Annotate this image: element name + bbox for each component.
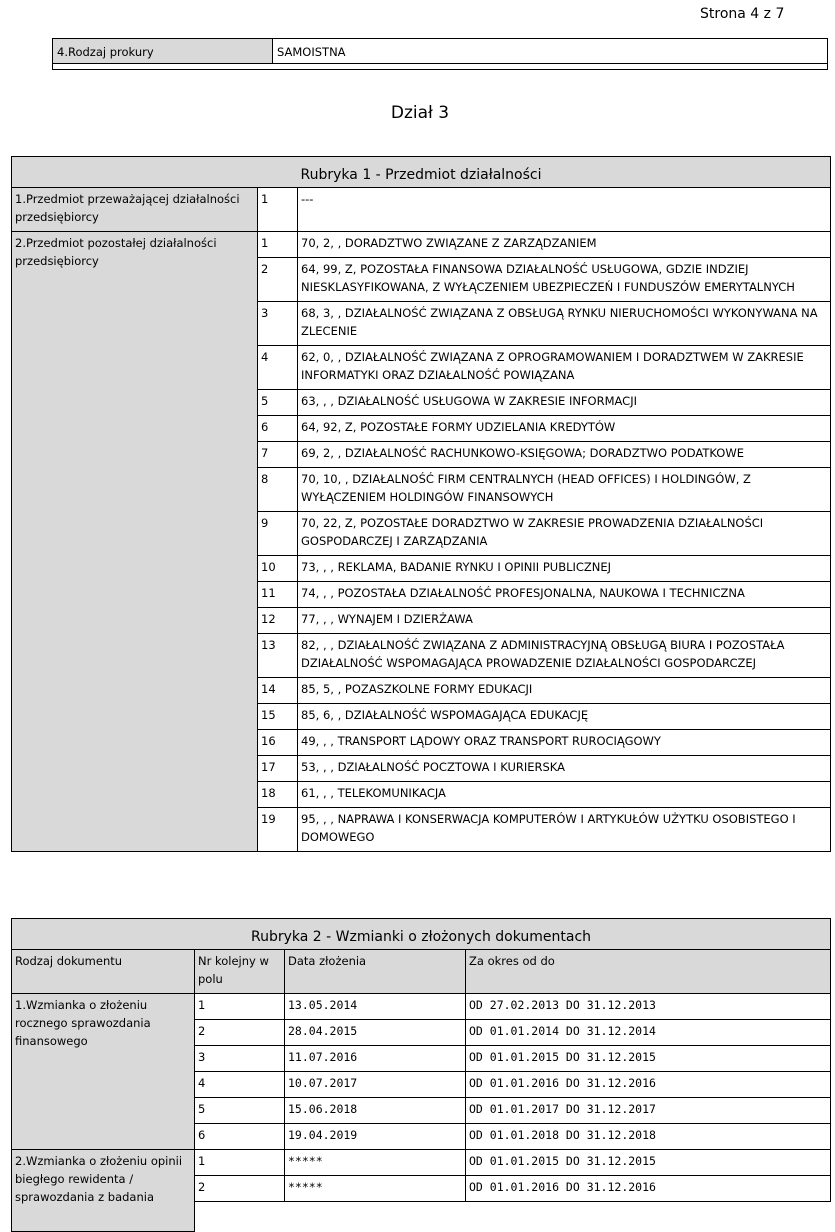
activity-text: 69, 2, , DZIAŁALNOŚĆ RACHUNKOWO-KSIĘGOWA; DORADZTWO PODATKOWE	[298, 442, 831, 468]
column-header-document: Rodzaj dokumentu	[12, 950, 195, 994]
activity-nr: 16	[258, 730, 298, 756]
activity-text: 85, 6, , DZIAŁALNOŚĆ WSPOMAGAJĄCA EDUKACJĘ	[298, 704, 831, 730]
row-nr: 1	[195, 994, 285, 1020]
activity-nr: 8	[258, 468, 298, 512]
filing-date: *****	[285, 1176, 466, 1202]
activity-text: 49, , , TRANSPORT LĄDOWY ORAZ TRANSPORT RUROCIĄGOWY	[298, 730, 831, 756]
filing-date: *****	[285, 1150, 466, 1176]
row-nr: 6	[195, 1124, 285, 1150]
filing-date: 28.04.2015	[285, 1020, 466, 1046]
activity-nr: 6	[258, 416, 298, 442]
period: OD 01.01.2014 DO 31.12.2014	[466, 1020, 831, 1046]
activity-nr: 7	[258, 442, 298, 468]
prokura-row	[52, 38, 828, 70]
row-nr: 2	[195, 1176, 285, 1202]
column-header-period: Za okres od do	[466, 950, 831, 994]
activity-text: 61, , , TELEKOMUNIKACJA	[298, 782, 831, 808]
main-activity-value: ---	[298, 188, 831, 232]
activity-text: 74, , , POZOSTAŁA DZIAŁALNOŚĆ PROFESJONALNA, NAUKOWA I TECHNICZNA	[298, 582, 831, 608]
column-header-date: Data złożenia	[285, 950, 466, 994]
row-nr: 5	[195, 1098, 285, 1124]
activity-text: 53, , , DZIAŁALNOŚĆ POCZTOWA I KURIERSKA	[298, 756, 831, 782]
row-nr: 3	[195, 1046, 285, 1072]
rubryka2-table	[11, 918, 831, 1232]
activity-text: 64, 92, Z, POZOSTAŁE FORMY UDZIELANIA KREDYTÓW	[298, 416, 831, 442]
activity-text: 70, 22, Z, POZOSTAŁE DORADZTWO W ZAKRESIE PROWADZENIA DZIAŁALNOŚCI GOSPODARCZEJ I ZARZĄDZANIA	[298, 512, 831, 556]
main-activity-nr: 1	[258, 188, 298, 232]
activity-nr: 3	[258, 302, 298, 346]
activity-nr: 17	[258, 756, 298, 782]
period: OD 01.01.2017 DO 31.12.2017	[466, 1098, 831, 1124]
activity-text: 64, 99, Z, POZOSTAŁA FINANSOWA DZIAŁALNOŚĆ USŁUGOWA, GDZIE INDZIEJ NIESKLASYFIKOWANA, Z WYŁĄCZENIEM UBEZPIECZEŃ I FUNDUSZÓW EMERYTALNYCH	[298, 258, 831, 302]
period: OD 01.01.2015 DO 31.12.2015	[466, 1150, 831, 1176]
activity-nr: 5	[258, 390, 298, 416]
period: OD 01.01.2016 DO 31.12.2016	[466, 1072, 831, 1098]
divider	[53, 63, 827, 64]
row-nr: 2	[195, 1020, 285, 1046]
period: OD 27.02.2013 DO 31.12.2013	[466, 994, 831, 1020]
filing-date: 13.05.2014	[285, 994, 466, 1020]
document-type-label: 2.Wzmianka o złożeniu opinii biegłego rewidenta / sprawozdania z badania	[12, 1150, 195, 1232]
activity-text: 68, 3, , DZIAŁALNOŚĆ ZWIĄZANA Z OBSŁUGĄ RYNKU NIERUCHOMOŚCI WYKONYWANA NA ZLECENIE	[298, 302, 831, 346]
activity-nr: 15	[258, 704, 298, 730]
activity-text: 70, 2, , DORADZTWO ZWIĄZANE Z ZARZĄDZANIEM	[298, 232, 831, 258]
document-type-label: 1.Wzmianka o złożeniu rocznego sprawozdania finansowego	[12, 994, 195, 1150]
page-number: Strona 4 z 7	[700, 6, 785, 22]
activity-nr: 4	[258, 346, 298, 390]
activity-text: 82, , , DZIAŁALNOŚĆ ZWIĄZANA Z ADMINISTRACYJNĄ OBSŁUGĄ BIURA I POZOSTAŁA DZIAŁALNOŚĆ WSPOMAGAJĄCA PROWADZENIE DZIAŁALNOŚCI GOSPODARCZEJ	[298, 634, 831, 678]
section-title: Dział 3	[390, 103, 450, 123]
activity-nr: 10	[258, 556, 298, 582]
column-header-nr: Nr kolejny w polu	[195, 950, 285, 994]
activity-nr: 18	[258, 782, 298, 808]
rubryka2-title: Rubryka 2 - Wzmianki o złożonych dokumentach	[12, 919, 831, 950]
activity-text: 95, , , NAPRAWA I KONSERWACJA KOMPUTERÓW I ARTYKUŁÓW UŻYTKU OSOBISTEGO I DOMOWEGO	[298, 808, 831, 852]
period: OD 01.01.2015 DO 31.12.2015	[466, 1046, 831, 1072]
activity-text: 77, , , WYNAJEM I DZIERŻAWA	[298, 608, 831, 634]
activity-nr: 13	[258, 634, 298, 678]
activity-nr: 19	[258, 808, 298, 852]
other-activity-label: 2.Przedmiot pozostałej działalności przedsiębiorcy	[12, 232, 258, 852]
rubryka1-table	[11, 156, 831, 852]
activity-text: 63, , , DZIAŁALNOŚĆ USŁUGOWA W ZAKRESIE INFORMACJI	[298, 390, 831, 416]
main-activity-label: 1.Przedmiot przeważającej działalności przedsiębiorcy	[12, 188, 258, 232]
row-nr: 4	[195, 1072, 285, 1098]
activity-text: 62, 0, , DZIAŁALNOŚĆ ZWIĄZANA Z OPROGRAMOWANIEM I DORADZTWEM W ZAKRESIE INFORMATYKI ORAZ DZIAŁALNOŚĆ POWIĄZANA	[298, 346, 831, 390]
activity-nr: 11	[258, 582, 298, 608]
empty-cell	[195, 1202, 831, 1232]
filing-date: 15.06.2018	[285, 1098, 466, 1124]
activity-text: 73, , , REKLAMA, BADANIE RYNKU I OPINII PUBLICZNEJ	[298, 556, 831, 582]
activity-text: 85, 5, , POZASZKOLNE FORMY EDUKACJI	[298, 678, 831, 704]
rubryka1-title: Rubryka 1 - Przedmiot działalności	[12, 157, 831, 188]
period: OD 01.01.2018 DO 31.12.2018	[466, 1124, 831, 1150]
period: OD 01.01.2016 DO 31.12.2016	[466, 1176, 831, 1202]
prokura-label: 4.Rodzaj prokury	[53, 39, 273, 63]
activity-nr: 14	[258, 678, 298, 704]
row-nr: 1	[195, 1150, 285, 1176]
filing-date: 11.07.2016	[285, 1046, 466, 1072]
prokura-value: SAMOISTNA	[277, 45, 346, 59]
filing-date: 10.07.2017	[285, 1072, 466, 1098]
activity-nr: 12	[258, 608, 298, 634]
activity-nr: 9	[258, 512, 298, 556]
activity-text: 70, 10, , DZIAŁALNOŚĆ FIRM CENTRALNYCH (HEAD OFFICES) I HOLDINGÓW, Z WYŁĄCZENIEM HOLDINGÓW FINANSOWYCH	[298, 468, 831, 512]
filing-date: 19.04.2019	[285, 1124, 466, 1150]
activity-nr: 2	[258, 258, 298, 302]
activity-nr: 1	[258, 232, 298, 258]
